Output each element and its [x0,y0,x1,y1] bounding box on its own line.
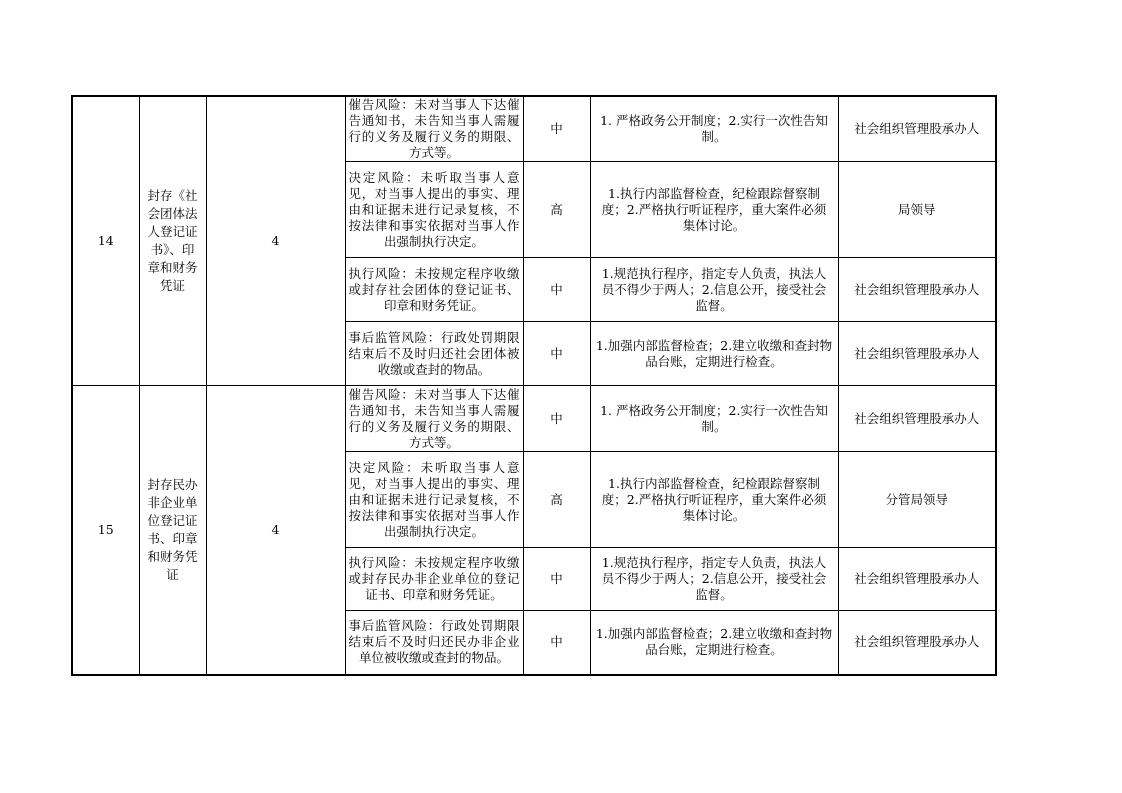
risk-description: 催告风险：未对当事人下达催告通知书，未告知当事人需履行的义务及履行义务的期限、方式等。 [345,386,523,452]
risk-level: 中 [523,611,590,675]
prevention-measure: 1.规范执行程序，指定专人负责，执法人员不得少于两人；2.信息公开，接受社会监督。 [590,258,838,322]
responsible-party: 社会组织管理股承办人 [838,386,996,452]
item-name: 封存民办非企业单位登记证书、印章和财务凭证 [139,386,206,675]
risk-level: 中 [523,322,590,386]
risk-description: 事后监管风险：行政处罚期限结束后不及时归还社会团体被收缴或查封的物品。 [345,322,523,386]
risk-level: 高 [523,452,590,548]
responsible-party: 社会组织管理股承办人 [838,548,996,611]
risk-description: 事后监管风险：行政处罚期限结束后不及时归还民办非企业单位被收缴或查封的物品。 [345,611,523,675]
prevention-measure: 1.加强内部监督检查；2.建立收缴和查封物品台账，定期进行检查。 [590,611,838,675]
prevention-measure: 1. 严格政务公开制度；2.实行一次性告知制。 [590,386,838,452]
risk-description: 执行风险：未按规定程序收缴或封存民办非企业单位的登记证书、印章和财务凭证。 [345,548,523,611]
risk-level: 中 [523,258,590,322]
table-row [72,96,996,162]
responsible-party: 局领导 [838,162,996,258]
prevention-measure: 1.执行内部监督检查，纪检跟踪督察制度；2.严格执行听证程序，重大案件必须集体讨论。 [590,452,838,548]
responsible-party: 社会组织管理股承办人 [838,96,996,162]
item-name: 封存《社会团体法人登记证书》、印章和财务凭证 [139,96,206,386]
responsible-party: 社会组织管理股承办人 [838,258,996,322]
prevention-measure: 1.执行内部监督检查，纪检跟踪督察制度；2.严格执行听证程序，重大案件必须集体讨论。 [590,162,838,258]
responsible-party: 分管局领导 [838,452,996,548]
risk-description: 执行风险：未按规定程序收缴或封存社会团体的登记证书、印章和财务凭证。 [345,258,523,322]
risk-level: 中 [523,386,590,452]
risk-level: 中 [523,96,590,162]
prevention-measure: 1. 严格政务公开制度；2.实行一次性告知制。 [590,96,838,162]
risk-table [71,95,997,676]
prevention-measure: 1.规范执行程序，指定专人负责，执法人员不得少于两人；2.信息公开，接受社会监督。 [590,548,838,611]
risk-description: 催告风险：未对当事人下达催告通知书，未告知当事人需履行的义务及履行义务的期限、方式等。 [345,96,523,162]
item-number: 15 [72,386,139,675]
prevention-measure: 1.加强内部监督检查；2.建立收缴和查封物品台账，定期进行检查。 [590,322,838,386]
item-number: 14 [72,96,139,386]
risk-point-count: 4 [206,386,345,675]
responsible-party: 社会组织管理股承办人 [838,322,996,386]
risk-point-count: 4 [206,96,345,386]
responsible-party: 社会组织管理股承办人 [838,611,996,675]
risk-description: 决定风险：未听取当事人意见，对当事人提出的事实、理由和证据未进行记录复核，不按法律和事实依据对当事人作出强制执行决定。 [345,162,523,258]
risk-level: 高 [523,162,590,258]
risk-description: 决定风险：未听取当事人意见，对当事人提出的事实、理由和证据未进行记录复核，不按法律和事实依据对当事人作出强制执行决定。 [345,452,523,548]
risk-level: 中 [523,548,590,611]
table-row [72,386,996,452]
